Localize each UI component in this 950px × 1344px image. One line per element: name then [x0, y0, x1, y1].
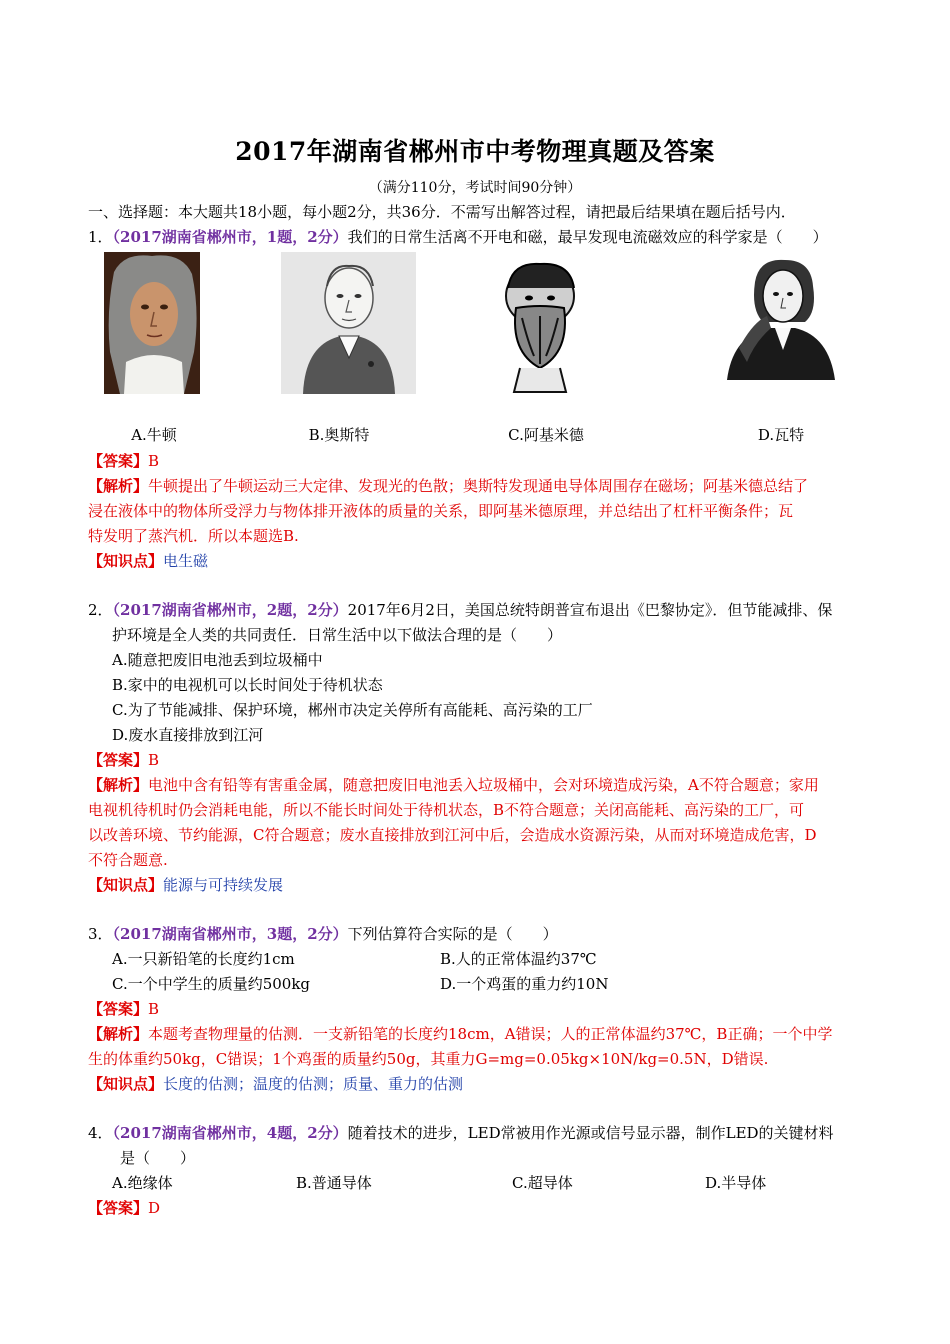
question-1-stem — [88, 225, 878, 250]
portrait-oersted-image — [281, 252, 416, 394]
knowledge-label: 【知识点】 — [88, 552, 164, 570]
question-3-knowledge: 【知识点】长度的估测；温度的估测；质量、重力的估测 — [88, 1075, 464, 1093]
question-2-analysis-line-3: 以改善环境、节约能源，C符合题意；废水直接排放到江河中后，会造成水资源污染，从而对环境造成危害，D — [88, 826, 817, 844]
question-2-analysis-line-4: 不符合题意. — [88, 851, 168, 869]
question-3-option-a: A.一只新铅笔的长度约1cm — [112, 950, 295, 968]
answer-label: 【答案】 — [88, 452, 149, 470]
question-2-option-d: D.废水直接排放到江河 — [112, 726, 264, 744]
question-1-analysis-line-3: 特发明了蒸汽机．所以本题选B. — [88, 527, 299, 545]
question-4-option-d: D.半导体 — [705, 1174, 767, 1192]
question-text: 我们的日常生活离不开电和磁，最早发现电流磁效应的科学家是（ ） — [347, 228, 828, 246]
question-3-option-c: C.一个中学生的质量约500kg — [112, 975, 311, 993]
question-1-analysis-line-1: 【解析】牛顿提出了牛顿运动三大定律、发现光的色散；奥斯特发现通电导体周围存在磁场；阿基米德总结了 — [88, 477, 809, 495]
option-b-caption: B.奥斯特 — [308, 426, 370, 444]
option-a-caption: A.牛顿 — [131, 426, 177, 444]
question-2-knowledge: 【知识点】能源与可持续发展 — [88, 876, 284, 894]
question-number: 1． — [88, 228, 113, 246]
question-text: 2017年6月2日，美国总统特朗普宣布退出《巴黎协定》．但节能减排、保 — [347, 601, 833, 619]
question-4-option-a: A.绝缘体 — [112, 1174, 173, 1192]
question-4-option-c: C.超导体 — [512, 1174, 573, 1192]
question-2-analysis-line-2: 电视机待机时仍会消耗电能，所以不能长时间处于待机状态，B不符合题意；关闭高能耗、高污染的工厂，可 — [88, 801, 805, 819]
question-3-analysis-line-2: 生的体重约50kg，C错误；1个鸡蛋的质量约50g，其重力G=mg=0.05kg×10N/kg=0.5N，D错误. — [88, 1050, 769, 1068]
question-3-answer: 【答案】B — [88, 1000, 160, 1018]
question-2-stem-cont: 护环境是全人类的共同责任．日常生活中以下做法合理的是（ ） — [112, 626, 563, 644]
question-1-analysis-line-2: 浸在液体中的物体所受浮力与物体排开液体的质量的关系，即阿基米德原理，并总结出了杠杆平衡条件；瓦 — [88, 502, 794, 520]
question-4-option-b: B.普通导体 — [296, 1174, 372, 1192]
question-2-analysis-line-1: 【解析】电池中含有铅等有害重金属，随意把废旧电池丢入垃圾桶中，会对环境造成污染，A不符合题意；家用 — [88, 776, 819, 794]
portrait-newton-image — [104, 252, 200, 394]
question-2-option-a: A.随意把废旧电池丢到垃圾桶中 — [112, 651, 323, 669]
answer-value: B — [148, 452, 160, 470]
question-number: 2． — [88, 601, 113, 619]
question-3-option-d: D.一个鸡蛋的重力约10N — [440, 975, 609, 993]
question-2-option-b: B.家中的电视机可以长时间处于待机状态 — [112, 676, 383, 694]
question-2-option-c: C.为了节能减排、保护环境，郴州市决定关停所有高能耗、高污染的工厂 — [112, 701, 593, 719]
portrait-archimedes-image — [482, 252, 598, 394]
portrait-watt-image — [719, 252, 843, 382]
question-4-stem-cont: 是（ ） — [120, 1149, 196, 1167]
question-1-answer — [88, 449, 878, 474]
exam-info: （满分110分，考试时间90分钟） — [368, 180, 582, 196]
knowledge-value: 电生磁 — [163, 552, 209, 570]
question-source: （2017湖南省郴州市，2题，2分） — [112, 601, 348, 619]
option-d-caption: D.瓦特 — [757, 426, 805, 444]
question-2-stem — [88, 598, 878, 623]
question-source: （2017湖南省郴州市，1题，2分） — [112, 228, 348, 246]
page-title: 2017年湖南省郴州市中考物理真题及答案 — [235, 137, 715, 166]
question-3-stem: 3．（2017湖南省郴州市，3题，2分）下列估算符合实际的是（ ） — [88, 925, 558, 943]
question-4-answer: 【答案】D — [88, 1199, 161, 1217]
section-heading: 一、选择题：本大题共18小题，每小题2分，共36分．不需写出解答过程，请把最后结果填在题后括号内． — [88, 203, 796, 221]
option-c-caption: C.阿基米德 — [508, 426, 584, 444]
question-4-stem: 4．（2017湖南省郴州市，4题，2分）随着技术的进步，LED常被用作光源或信号显示器，制作LED的关键材料 — [88, 1124, 834, 1142]
analysis-label: 【解析】 — [88, 477, 149, 495]
question-3-option-b: B.人的正常体温约37℃ — [440, 950, 597, 968]
question-3-analysis-line-1: 【解析】本题考查物理量的估测．一支新铅笔的长度约18cm，A错误；人的正常体温约37℃，B正确；一个中学 — [88, 1025, 833, 1043]
question-1-knowledge — [88, 549, 878, 574]
question-2-answer: 【答案】B — [88, 751, 160, 769]
